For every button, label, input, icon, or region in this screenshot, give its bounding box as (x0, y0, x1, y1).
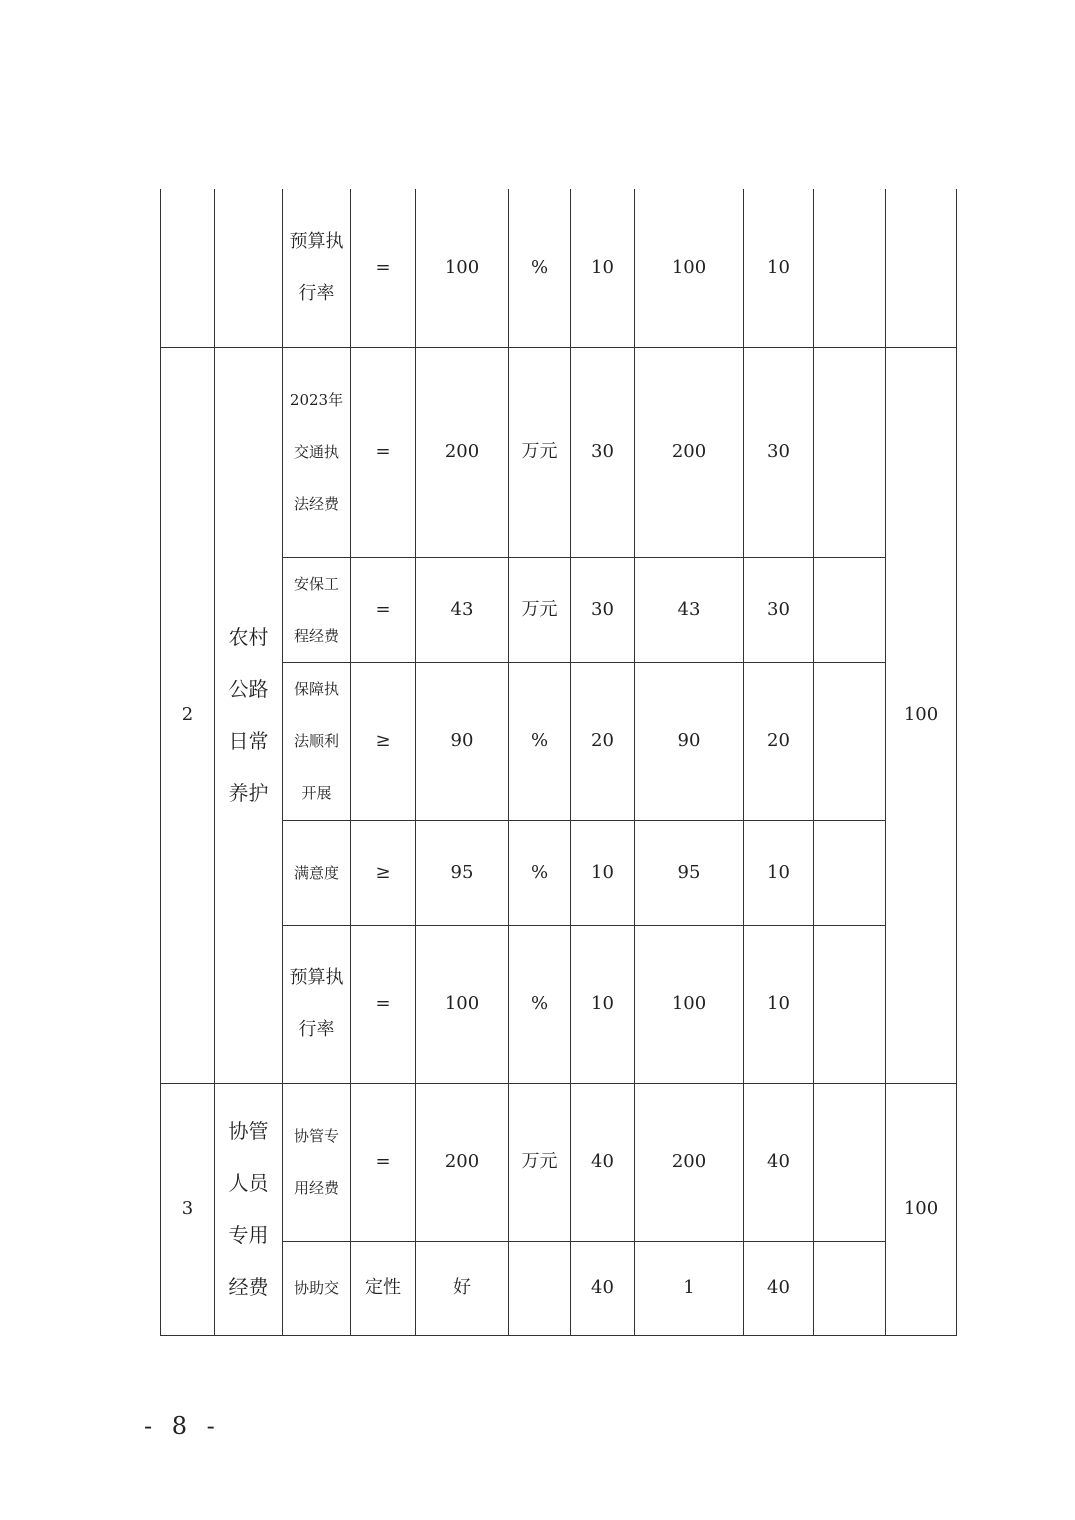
cell-actual: 100 (635, 925, 744, 1083)
cell-score: 20 (744, 662, 814, 820)
cell-total: 100 (886, 1083, 957, 1335)
cell-indicator: 协助交 (283, 1241, 351, 1335)
cell-indicator: 安保工程经费 (283, 557, 351, 662)
cell-score: 40 (744, 1241, 814, 1335)
cell-no: 3 (161, 1083, 215, 1335)
cell-operator: ≥ (351, 820, 416, 925)
cell-unit: % (509, 925, 571, 1083)
cell-operator: = (351, 189, 416, 347)
cell-note (814, 820, 886, 925)
cell-indicator: 满意度 (283, 820, 351, 925)
cell-score: 40 (744, 1083, 814, 1241)
cell-note (814, 925, 886, 1083)
cell-score: 30 (744, 347, 814, 557)
page-number: - 8 - (144, 1412, 221, 1440)
cell-operator: = (351, 1083, 416, 1241)
cell-weight: 10 (571, 820, 635, 925)
cell-note (814, 347, 886, 557)
cell-actual: 1 (635, 1241, 744, 1335)
cell-actual: 95 (635, 820, 744, 925)
cell-operator: = (351, 557, 416, 662)
cell-unit: 万元 (509, 1083, 571, 1241)
cell-target: 100 (416, 925, 509, 1083)
cell-target: 200 (416, 347, 509, 557)
cell-target: 好 (416, 1241, 509, 1335)
cell-project: 协管人员专用经费 (215, 1083, 283, 1335)
cell-note (814, 1241, 886, 1335)
cell-operator: ≥ (351, 662, 416, 820)
cell-score: 10 (744, 189, 814, 347)
cell-operator: = (351, 925, 416, 1083)
cell-project: 农村公路日常养护 (215, 347, 283, 1083)
cell-target: 100 (416, 189, 509, 347)
cell-no (161, 189, 215, 347)
cell-total: 100 (886, 347, 957, 1083)
cell-note (814, 557, 886, 662)
cell-actual: 200 (635, 347, 744, 557)
cell-total (886, 189, 957, 347)
cell-note (814, 1083, 886, 1241)
cell-actual: 100 (635, 189, 744, 347)
cell-note (814, 189, 886, 347)
cell-indicator: 协管专用经费 (283, 1083, 351, 1241)
cell-score: 30 (744, 557, 814, 662)
cell-indicator: 预算执行率 (283, 925, 351, 1083)
cell-target: 200 (416, 1083, 509, 1241)
performance-table (160, 189, 957, 1336)
cell-target: 95 (416, 820, 509, 925)
cell-target: 90 (416, 662, 509, 820)
cell-indicator: 2023年交通执法经费 (283, 347, 351, 557)
cell-note (814, 662, 886, 820)
cell-actual: 43 (635, 557, 744, 662)
cell-weight: 30 (571, 347, 635, 557)
cell-score: 10 (744, 820, 814, 925)
table-row (161, 1083, 957, 1241)
cell-weight: 40 (571, 1241, 635, 1335)
cell-weight: 10 (571, 925, 635, 1083)
cell-target: 43 (416, 557, 509, 662)
cell-project (215, 189, 283, 347)
cell-operator: 定性 (351, 1241, 416, 1335)
cell-score: 10 (744, 925, 814, 1083)
cell-indicator: 预算执行率 (283, 189, 351, 347)
cell-weight: 40 (571, 1083, 635, 1241)
cell-actual: 200 (635, 1083, 744, 1241)
cell-actual: 90 (635, 662, 744, 820)
cell-operator: = (351, 347, 416, 557)
cell-unit (509, 1241, 571, 1335)
cell-unit: % (509, 189, 571, 347)
table-row (161, 189, 957, 347)
cell-weight: 10 (571, 189, 635, 347)
cell-unit: % (509, 820, 571, 925)
cell-unit: 万元 (509, 557, 571, 662)
cell-unit: % (509, 662, 571, 820)
cell-weight: 20 (571, 662, 635, 820)
cell-unit: 万元 (509, 347, 571, 557)
cell-weight: 30 (571, 557, 635, 662)
table-row (161, 347, 957, 557)
cell-indicator: 保障执法顺利开展 (283, 662, 351, 820)
cell-no: 2 (161, 347, 215, 1083)
